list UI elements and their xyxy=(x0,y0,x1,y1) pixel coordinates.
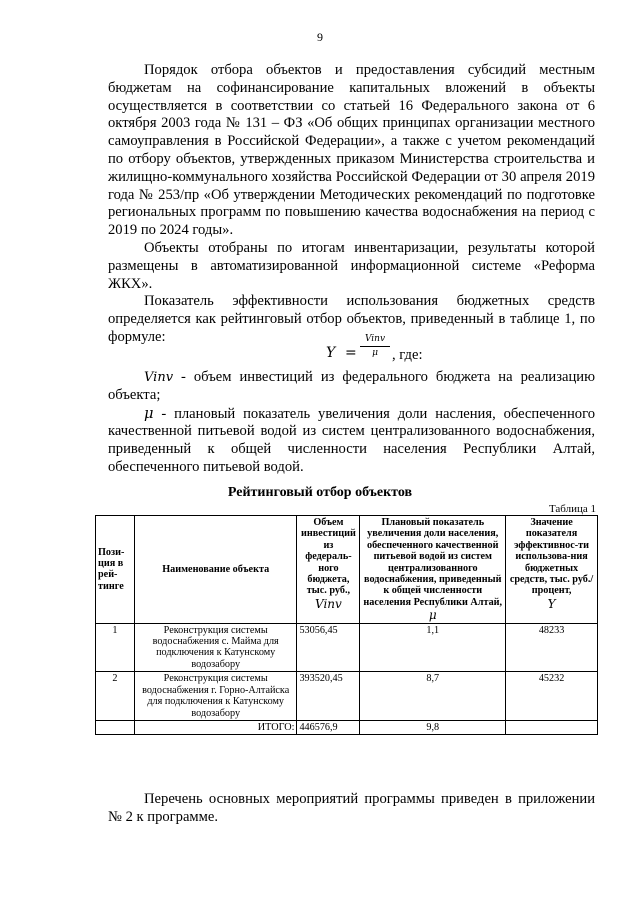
header-position: Пози-ция в рей-тинге xyxy=(96,516,135,624)
row1-planned: 1,1 xyxy=(360,623,506,672)
body-text-top xyxy=(108,62,595,347)
row1-volume: 53056,45 xyxy=(297,623,360,672)
header-volume xyxy=(297,516,360,624)
body-text-bottom xyxy=(108,790,595,826)
paragraph-indicator: Показатель эффективности использования бюджетных средств определяется как рейтинговый отбор объектов, приведенный в таблице 1, по формуле: xyxy=(108,293,595,345)
header-planned xyxy=(360,516,506,624)
total-empty-value xyxy=(506,720,598,734)
table-caption: Таблица 1 xyxy=(548,503,596,515)
header-planned-symbol: μ xyxy=(428,608,437,623)
body-text-definitions xyxy=(108,369,595,477)
symbol-vinv: Vinv xyxy=(144,370,174,385)
table-row xyxy=(96,672,598,721)
total-volume: 446576,9 xyxy=(297,720,360,734)
formula-equals: = xyxy=(345,345,357,361)
table-total-row xyxy=(96,720,598,734)
header-value-text: Значение показателя эффективнос-ти использова-ния бюджетных средств, тыс. руб./ процент, xyxy=(509,517,594,597)
formula-denominator: μ xyxy=(372,348,378,358)
row2-volume: 393520,45 xyxy=(297,672,360,721)
row1-pos: 1 xyxy=(96,623,135,672)
table-row xyxy=(96,623,598,672)
row2-name: Реконструкция системы водоснабжения г. Горно-Алтайска для подключения к Катунскому водозабору xyxy=(134,672,296,721)
total-label: ИТОГО: xyxy=(134,720,296,734)
formula-lhs: Y xyxy=(326,345,336,361)
total-empty-pos xyxy=(96,720,135,734)
paragraph-procedure: Порядок отбора объектов и предоставления субсидий местным бюджетам на софинансирование капитальных вложений в объекты осуществляется в соответствии со статьей 16 Федерального закона от 6 октября 2003 года № 131 – ФЗ «Об общих принципах организации местного самоуправления в Российской Федерации», а также с учетом рекомендаций по отбору объектов, утвержденных приказом Министерства строительства и жилищно-коммунального хозяйства Российской Федерации от 30 апреля 2019 года № 253/пр «Об утверждении Методических рекомендаций по подготовке региональных программ по повышению качества водоснабжения на период с 2019 по 2024 годы». xyxy=(108,62,595,239)
table-title: Рейтинговый отбор объектов xyxy=(227,485,413,500)
row2-pos: 2 xyxy=(96,672,135,721)
definition-mu-text: - плановый показатель увеличения доли насления, обеспеченного качественной питьевой водой из систем централизованного водоснабжения, приведенный к общей численности населения Республики Алтай, обеспеченного питьевой водой. xyxy=(108,405,595,475)
header-planned-text: Плановый показатель увеличения доли населения, обеспеченного качественной питьевой водой из систем централизованного водоснабжения, приведенный к общей численности населения Республики Алтай, xyxy=(363,517,503,608)
header-value xyxy=(506,516,598,624)
row1-name: Реконструкция системы водоснабжения с. Майма для подключения к Катунскому водозабору xyxy=(134,623,296,672)
row2-planned: 8,7 xyxy=(360,672,506,721)
row1-value: 48233 xyxy=(506,623,598,672)
formula-fraction xyxy=(360,334,390,359)
formula-numerator: Vinv xyxy=(360,334,390,347)
page-number: 9 xyxy=(317,30,323,44)
formula-suffix: , где: xyxy=(392,347,423,363)
row2-value: 45232 xyxy=(506,672,598,721)
rating-table xyxy=(95,515,598,735)
definition-vinv xyxy=(108,369,595,405)
definition-vinv-text: - объем инвестиций из федерального бюджета на реализацию объекта; xyxy=(108,369,595,403)
header-name: Наименование объекта xyxy=(134,516,296,624)
definition-mu xyxy=(108,405,595,477)
total-planned: 9,8 xyxy=(360,720,506,734)
header-volume-text: Объем инвестиций из федераль-ного бюджета, тыс. руб., xyxy=(300,517,356,597)
symbol-mu: μ xyxy=(144,404,154,422)
table-header-row xyxy=(96,516,598,624)
header-volume-symbol: Vinv xyxy=(315,596,342,611)
header-value-symbol: Y xyxy=(547,596,556,611)
paragraph-objects: Объекты отобраны по итогам инвентаризации, результаты которой размещены в автоматизированной информационной системе «Реформа ЖКХ». xyxy=(108,239,595,292)
paragraph-appendix: Перечень основных мероприятий программы приведен в приложении № 2 к программе. xyxy=(108,791,595,825)
